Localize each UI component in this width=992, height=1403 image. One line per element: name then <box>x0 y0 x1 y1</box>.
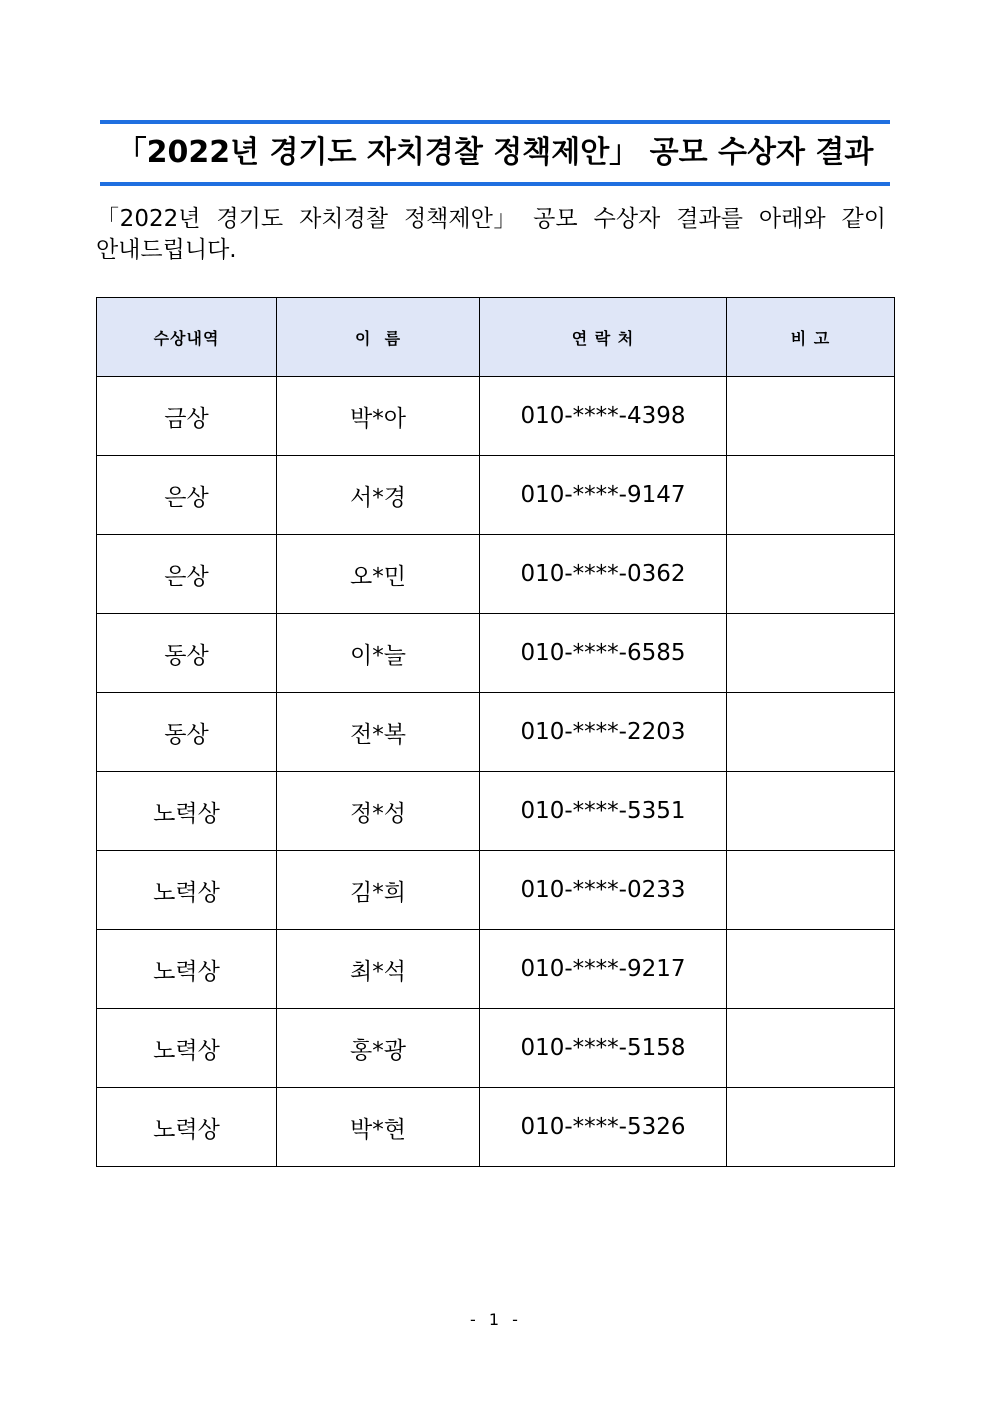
title-rule-bottom <box>100 182 890 186</box>
note-cell <box>727 851 895 930</box>
table-row <box>97 614 895 693</box>
title-block <box>100 120 890 186</box>
contact-cell: 010-****-9217 <box>480 930 727 1009</box>
name-cell: 홍*광 <box>277 1009 480 1088</box>
note-cell <box>727 535 895 614</box>
contact-cell: 010-****-5326 <box>480 1088 727 1167</box>
document-title: 「2022년 경기도 자치경찰 정책제안」 공모 수상자 결과 <box>116 135 874 170</box>
award-cell: 노력상 <box>97 1009 277 1088</box>
name-cell: 최*석 <box>277 930 480 1009</box>
award-cell: 동상 <box>97 693 277 772</box>
name-cell: 오*민 <box>277 535 480 614</box>
award-cell: 은상 <box>97 456 277 535</box>
table-row <box>97 456 895 535</box>
table-row <box>97 772 895 851</box>
award-cell: 노력상 <box>97 930 277 1009</box>
contact-cell: 010-****-0362 <box>480 535 727 614</box>
table-row <box>97 1088 895 1167</box>
name-cell: 박*현 <box>277 1088 480 1167</box>
table-row <box>97 1009 895 1088</box>
name-cell: 박*아 <box>277 377 480 456</box>
award-cell: 노력상 <box>97 772 277 851</box>
contact-cell: 010-****-9147 <box>480 456 727 535</box>
note-cell <box>727 456 895 535</box>
contact-cell: 010-****-5351 <box>480 772 727 851</box>
award-cell: 노력상 <box>97 851 277 930</box>
name-cell: 이*늘 <box>277 614 480 693</box>
table-row <box>97 535 895 614</box>
results-table <box>96 297 895 1167</box>
name-cell: 정*성 <box>277 772 480 851</box>
award-cell: 은상 <box>97 535 277 614</box>
table-row <box>97 693 895 772</box>
award-cell: 금상 <box>97 377 277 456</box>
note-cell <box>727 1009 895 1088</box>
table-header-row <box>97 298 895 377</box>
note-cell <box>727 1088 895 1167</box>
award-cell: 노력상 <box>97 1088 277 1167</box>
note-cell <box>727 614 895 693</box>
note-cell <box>727 693 895 772</box>
note-cell <box>727 772 895 851</box>
name-cell: 서*경 <box>277 456 480 535</box>
header-name: 이 름 <box>277 298 480 377</box>
contact-cell: 010-****-5158 <box>480 1009 727 1088</box>
contact-cell: 010-****-0233 <box>480 851 727 930</box>
note-cell <box>727 377 895 456</box>
name-cell: 전*복 <box>277 693 480 772</box>
table-row <box>97 851 895 930</box>
table-row <box>97 377 895 456</box>
contact-cell: 010-****-4398 <box>480 377 727 456</box>
award-cell: 동상 <box>97 614 277 693</box>
header-note: 비 고 <box>727 298 895 377</box>
contact-cell: 010-****-2203 <box>480 693 727 772</box>
header-award: 수상내역 <box>97 298 277 377</box>
note-cell <box>727 930 895 1009</box>
contact-cell: 010-****-6585 <box>480 614 727 693</box>
name-cell: 김*희 <box>277 851 480 930</box>
header-contact: 연 락 처 <box>480 298 727 377</box>
intro-paragraph: 「2022년 경기도 자치경찰 정책제안」 공모 수상자 결과를 아래와 같이 안내드립니다. <box>96 206 886 263</box>
table-row <box>97 930 895 1009</box>
page-number: - 1 - <box>470 1310 522 1329</box>
